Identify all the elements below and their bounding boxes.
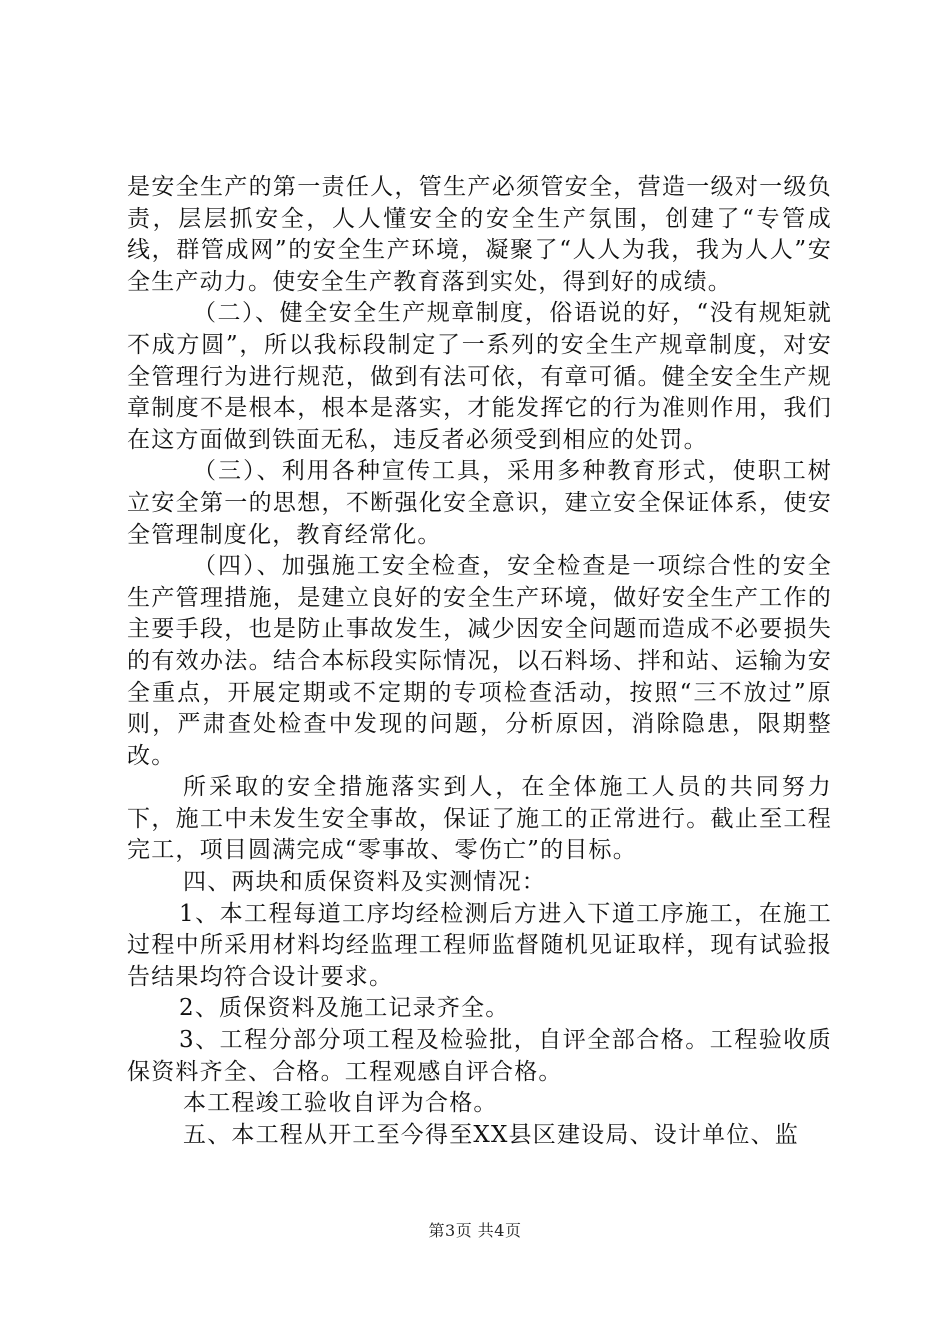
section-heading-five: 五、本工程从开工至今得至XX县区建设局、设计单位、监: [183, 1121, 799, 1148]
page-footer: 第3页 共4页: [428, 1221, 522, 1240]
document-body: [127, 172, 832, 1151]
section-heading-quality-data: 四、两块和质保资料及实测情况：: [183, 869, 546, 896]
paragraph-safety-result: 所采取的安全措施落实到人，在全体施工人员的共同努力下，施工中未发生安全事故，保证了施工的正常进行。截止至工程完工，项目圆满完成“零事故、零伤亡”的目标。: [127, 774, 832, 864]
paragraph-publicity-education: （三）、利用各种宣传工具，采用多种教育形式，使职工树立安全第一的思想，不断强化安全意识，建立安全保证体系，使安全管理制度化，教育经常化。: [127, 458, 832, 548]
paragraph-item-3: 3、工程分部分项工程及检验批，自评全部合格。工程验收质保资料齐全、合格。工程观感自评合格。: [127, 1027, 832, 1085]
paragraph-safety-responsibility: 是安全生产的第一责任人，管生产必须管安全，营造一级对一级负责，层层抓安全，人人懂安全的安全生产氛围，创建了“专管成线，群管成网”的安全生产环境，凝聚了“人人为我，我为人人”安全生产动力。使安全生产教育落到实处，得到好的成绩。: [127, 174, 832, 295]
paragraph-self-evaluation: 本工程竣工验收自评为合格。: [183, 1090, 498, 1117]
paragraph-item-2: 2、质保资料及施工记录齐全。: [179, 995, 510, 1022]
paragraph-safety-inspection: （四）、加强施工安全检查，安全检查是一项综合性的安全生产管理措施，是建立良好的安全生产环境，做好安全生产工作的主要手段，也是防止事故发生，减少因安全问题而造成不必要损失的有效办法。结合本标段实际情况，以石料场、拌和站、运输为安全重点，开展定期或不定期的专项检查活动，按照“三不放过”原则，严肃查处检查中发现的问题，分析原因，消除隐患，限期整改。: [127, 553, 832, 769]
paragraph-item-1: 1、本工程每道工序均经检测后方进入下道工序施工，在施工过程中所采用材料均经监理工程师监督随机见证取样，现有试验报告结果均符合设计要求。: [127, 900, 832, 990]
paragraph-rules-system: （二）、健全安全生产规章制度，俗语说的好，“没有规矩就不成方圆”，所以我标段制定了一系列的安全生产规章制度，对安全管理行为进行规范，做到有法可依，有章可循。健全安全生产规章制度不是根本，根本是落实，才能发挥它的行为准则作用，我们在这方面做到铁面无私，违反者必须受到相应的处罚。: [127, 300, 832, 453]
